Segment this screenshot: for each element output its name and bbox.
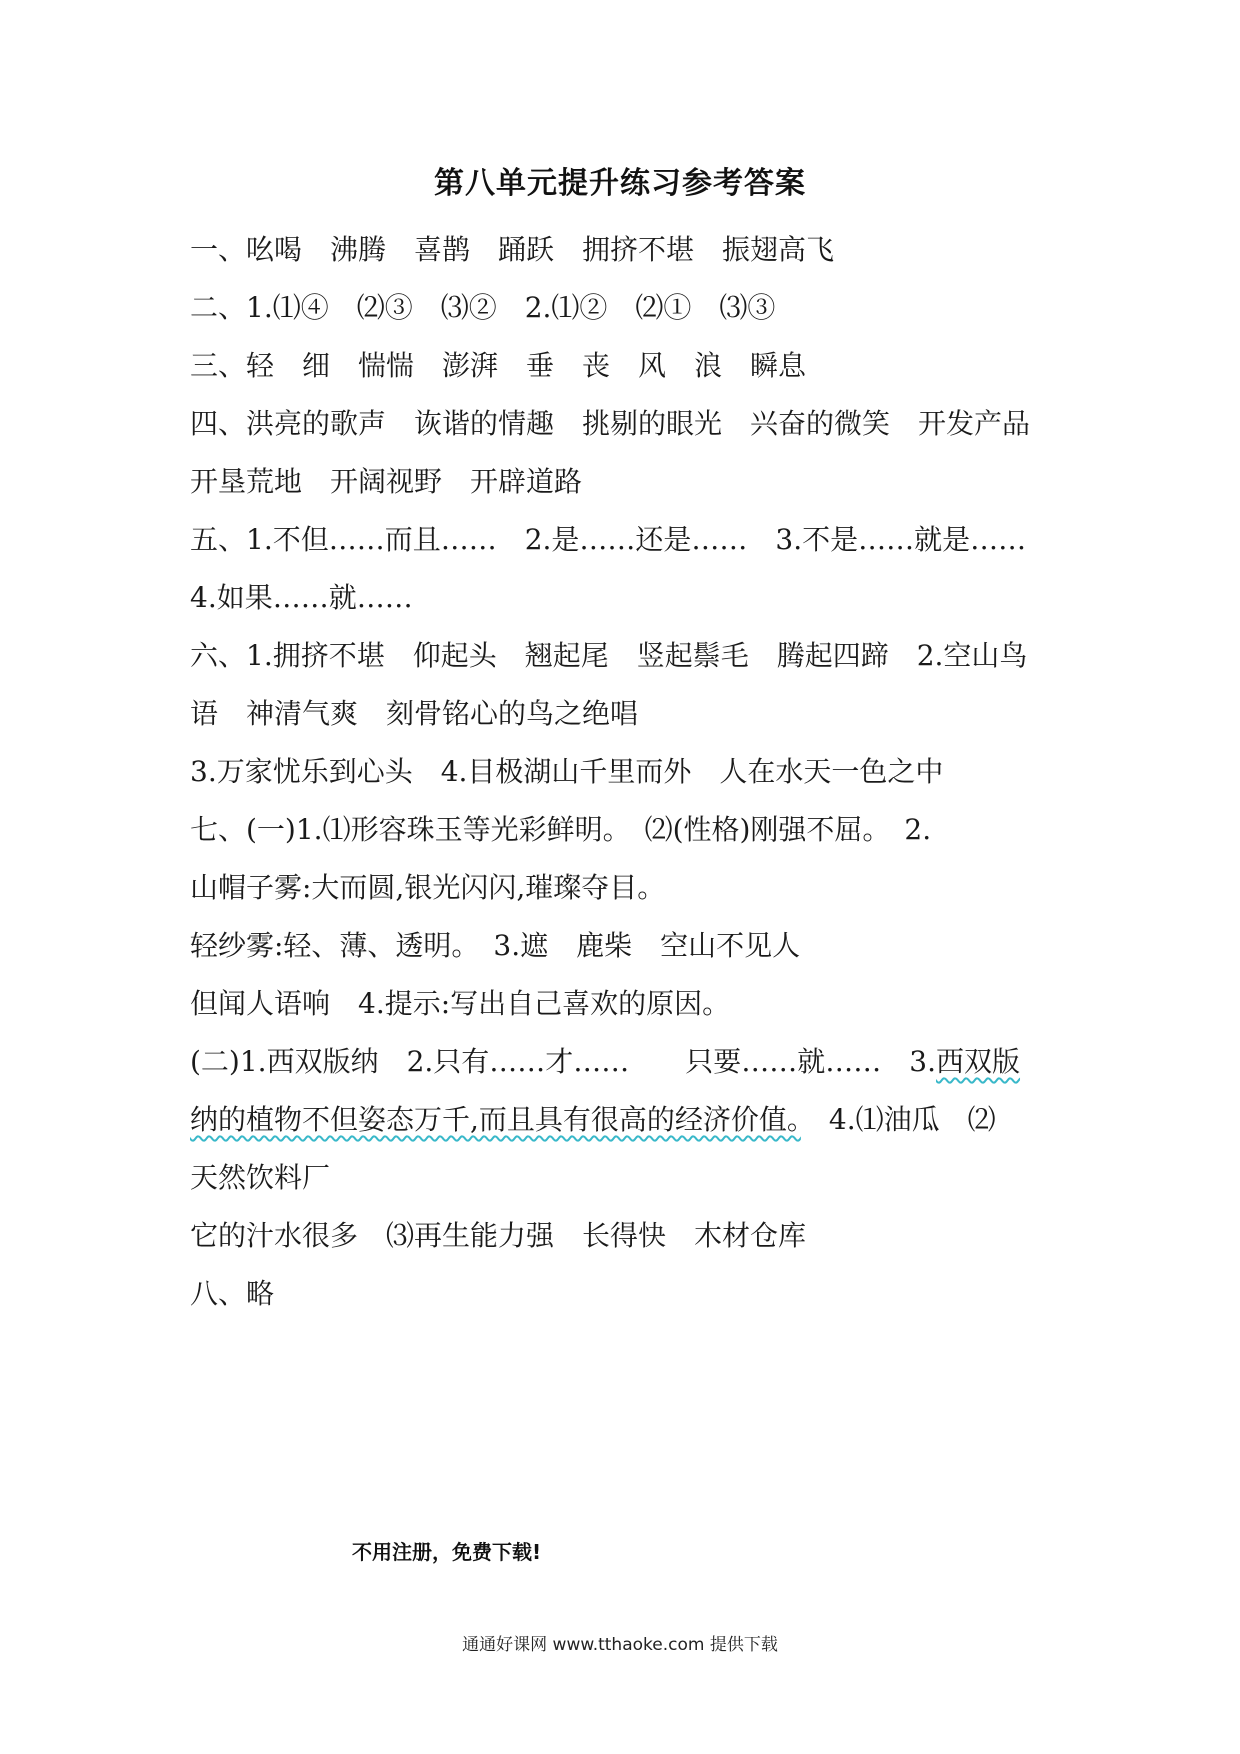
promo-text: 不用注册，免费下载!: [352, 1540, 542, 1564]
answer-line-1: 一、吆喝 沸腾 喜鹊 踊跃 拥挤不堪 振翅高飞: [190, 233, 835, 266]
answer-line-2: 二、1.⑴④ ⑵③ ⑶② 2.⑴② ⑵① ⑶③: [190, 291, 776, 324]
answer-line-7: 4.如果……就……: [190, 581, 413, 614]
answer-line-5: 开垦荒地 开阔视野 开辟道路: [190, 465, 583, 498]
answer-line-15: [190, 1042, 1020, 1082]
answer-line-19: 八、略: [190, 1277, 275, 1310]
underlined-text: 西双版: [936, 1045, 1021, 1078]
answer-line-15-text: (二)1.西双版纳 2.只有……才…… 只要……就…… 3.: [190, 1045, 936, 1078]
answer-line-8: 六、1.拥挤不堪 仰起头 翘起尾 竖起鬃毛 腾起四蹄 2.空山鸟: [190, 639, 1028, 672]
answer-line-16: [190, 1100, 996, 1140]
answer-line-18: 它的汁水很多 ⑶再生能力强 长得快 木材仓库: [190, 1219, 807, 1252]
answer-line-14: 但闻人语响 4.提示:写出自己喜欢的原因。: [190, 987, 731, 1020]
answer-line-10: 3.万家忧乐到心头 4.目极湖山千里而外 人在水天一色之中: [190, 755, 944, 788]
underlined-text: 纳的植物不但姿态万千,而且具有很高的经济价值。: [190, 1103, 801, 1136]
answer-line-17: 天然饮料厂: [190, 1161, 331, 1194]
answer-line-4: 四、洪亮的歌声 诙谐的情趣 挑剔的眼光 兴奋的微笑 开发产品: [190, 407, 1031, 440]
page-title: 第八单元提升练习参考答案: [434, 166, 806, 201]
answer-line-6: 五、1.不但……而且…… 2.是……还是…… 3.不是……就是……: [190, 523, 1027, 556]
answer-line-13: 轻纱雾:轻、薄、透明。 3.遮 鹿柴 空山不见人: [190, 929, 801, 962]
answer-line-16-text: 4.⑴油瓜 ⑵: [800, 1103, 996, 1136]
answer-line-11: 七、(一)1.⑴形容珠玉等光彩鲜明。 ⑵(性格)刚强不屈。 2.: [190, 813, 932, 846]
answer-line-9: 语 神清气爽 刻骨铭心的鸟之绝唱: [190, 697, 639, 730]
answer-line-12: 山帽子雾:大而圆,银光闪闪,璀璨夺目。: [190, 871, 666, 904]
footer-text: 通通好课网 www.tthaoke.com 提供下载: [462, 1635, 778, 1655]
answer-line-3: 三、轻 细 惴惴 澎湃 垂 丧 风 浪 瞬息: [190, 349, 807, 382]
